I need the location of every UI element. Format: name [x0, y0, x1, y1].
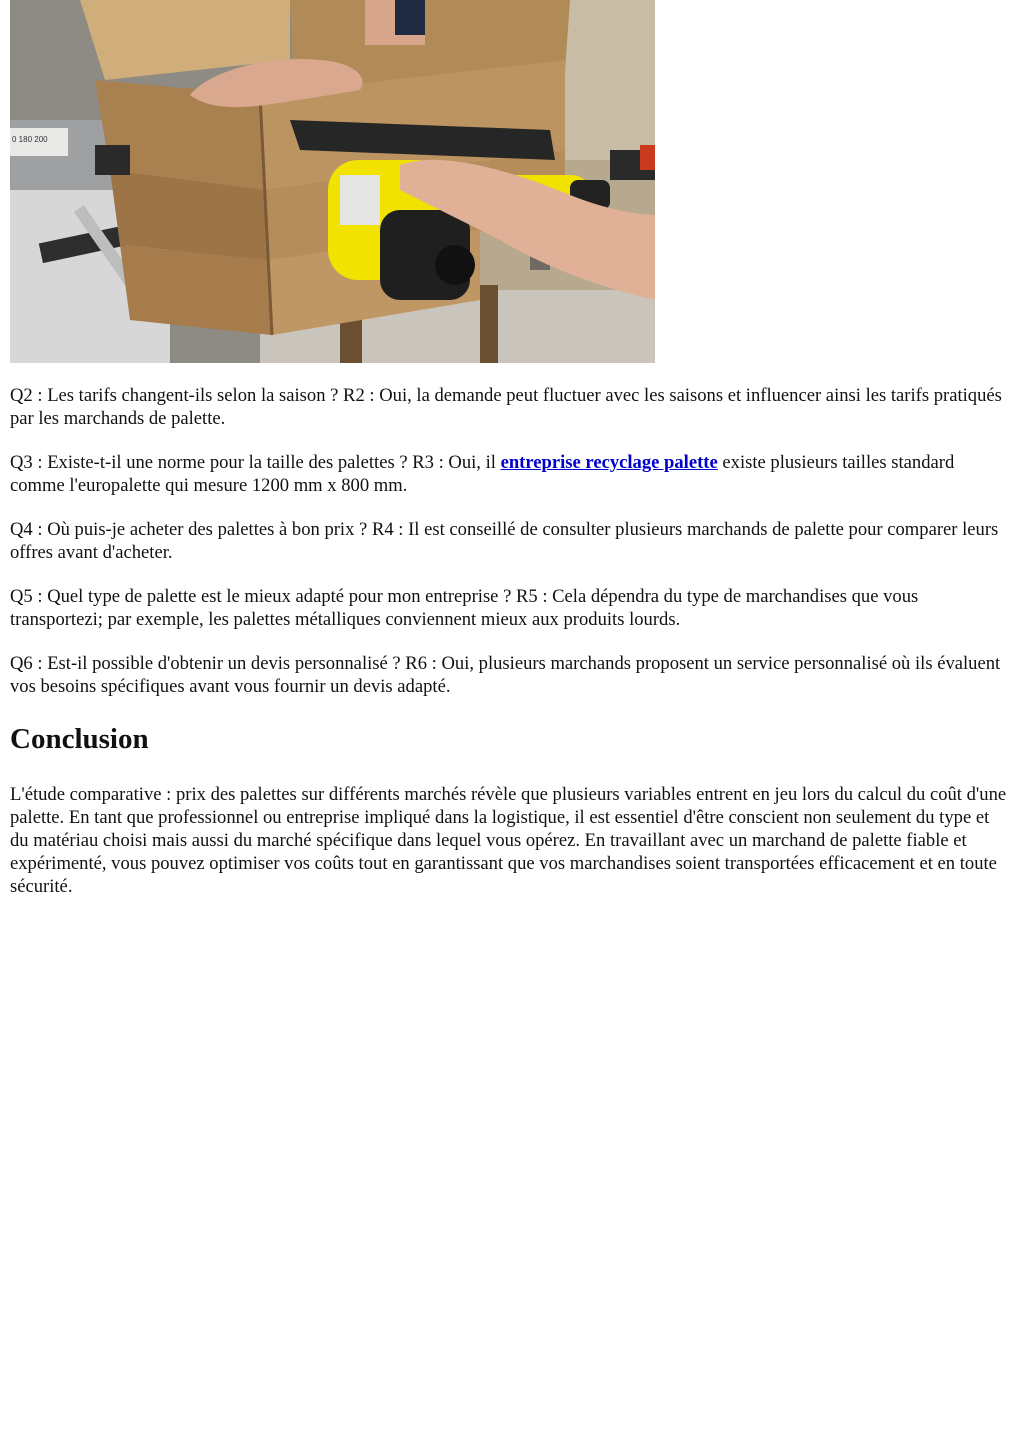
entreprise-recyclage-palette-link[interactable]: entreprise recyclage palette — [500, 452, 718, 473]
ruler-label: 0 180 200 — [12, 135, 48, 144]
faq-item-q2: Q2 : Les tarifs changent-ils selon la saison ? R2 : Oui, la demande peut fluctuer avec les saisons et influencer ainsi les tarifs pratiqués par les marchands de palette. — [10, 385, 1002, 429]
faq-q3-text-after: existe plusieurs tailles standard comme l'europalette qui mesure 1200 mm x 800 mm. — [10, 452, 955, 496]
article-photo — [10, 0, 655, 363]
faq-q3-text-before: Q3 : Existe-t-il une norme pour la taille des palettes ? R3 : Oui, il — [10, 452, 501, 473]
faq-item-q4: Q4 : Où puis-je acheter des palettes à bon prix ? R4 : Il est conseillé de consulter plusieurs marchands de palette pour comparer leurs offres avant d'acheter. — [10, 519, 999, 563]
pallet-nailgun-photo — [10, 0, 655, 363]
faq-item-q6: Q6 : Est-il possible d'obtenir un devis personnalisé ? R6 : Oui, plusieurs marchands proposent un service personnalisé où ils évaluent vos besoins spécifiques avant vous fournir un devis adapté. — [10, 653, 1001, 697]
conclusion-paragraph: L'étude comparative : prix des palettes sur différents marchés révèle que plusieurs variables entrent en jeu lors du calcul du coût d'une palette. En tant que professionnel ou entreprise impliqué dans la logistique, il est essentiel d'être conscient non seulement du type et du matériau choisi mais aussi du marché spécifique dans lequel vous opérez. En travaillant avec un marchand de palette fiable et expérimenté, vous pouvez optimiser vos coûts tout en garantissant que vos marchandises soient transportées efficacement et en toute sécurité. — [10, 784, 1007, 897]
conclusion-heading: Conclusion — [10, 723, 149, 755]
faq-item-q5: Q5 : Quel type de palette est le mieux adapté pour mon entreprise ? R5 : Cela dépendra du type de marchandises que vous transportezi; par exemple, les palettes métalliques conviennent mieux aux produits lourds. — [10, 586, 919, 630]
faq-item-q3 — [10, 451, 1012, 497]
